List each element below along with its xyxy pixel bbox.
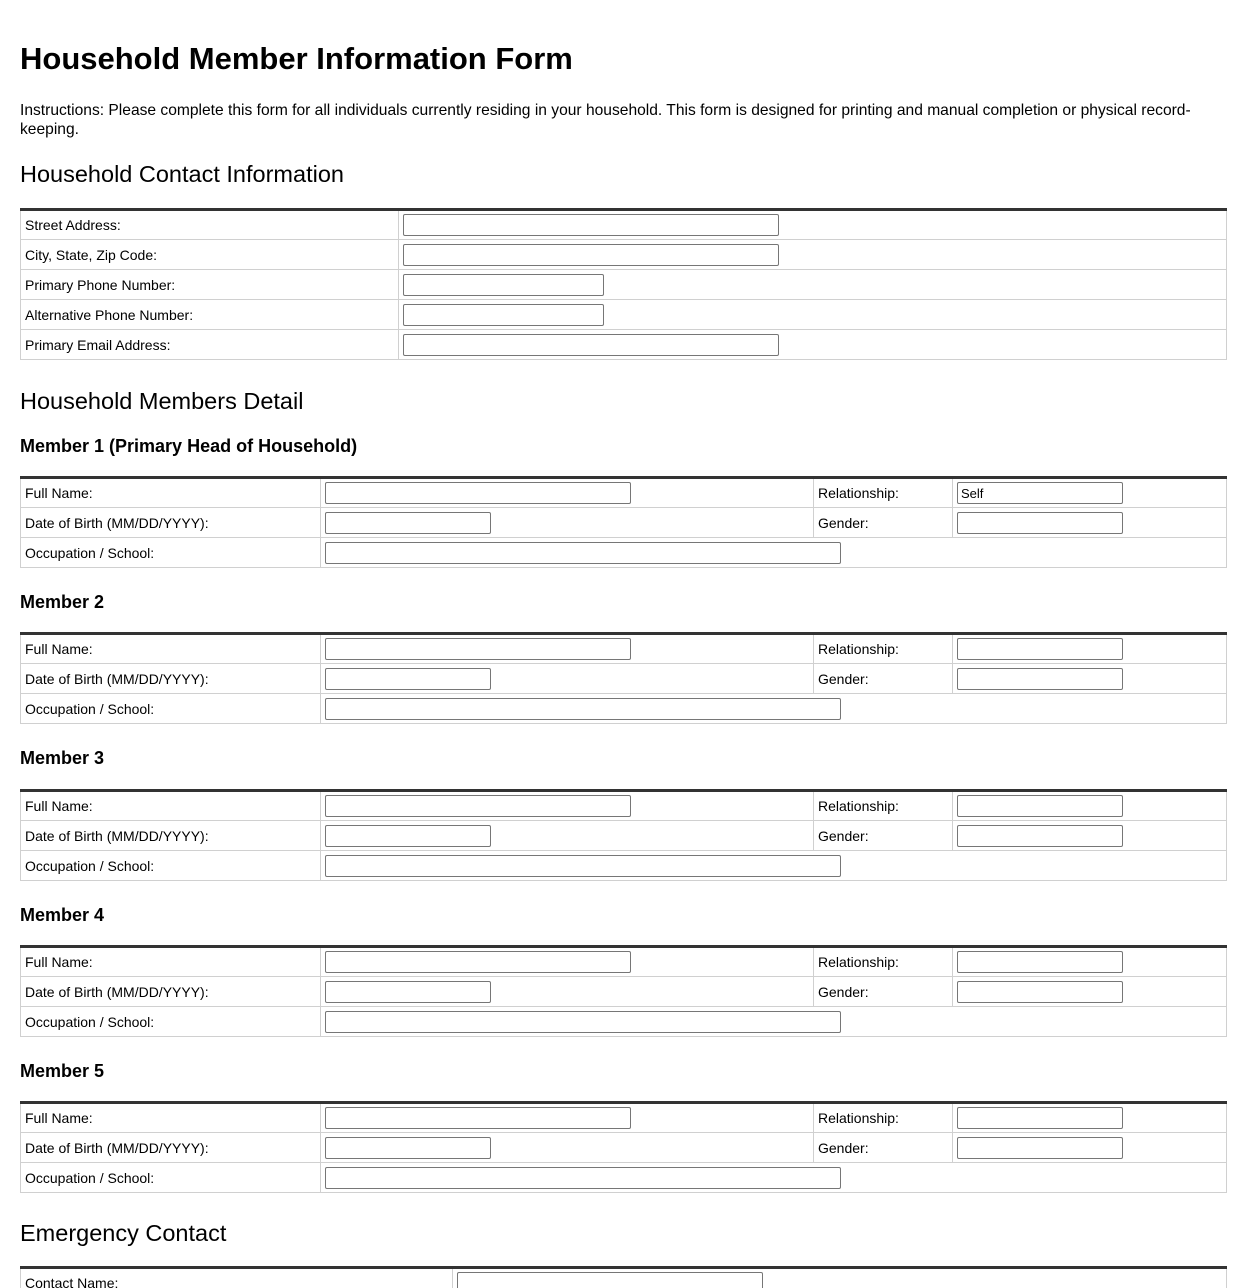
relationship-label: Relationship: [814,791,953,821]
table-row [21,210,1227,240]
relationship-label: Relationship: [814,634,953,664]
member-1-dob-input[interactable] [325,512,491,534]
alternative-phone-input[interactable] [403,304,604,326]
member-3-table [20,789,1227,881]
contact-name-input[interactable] [457,1272,763,1288]
occupation-label: Occupation / School: [21,538,321,568]
gender-label: Gender: [814,821,953,851]
emergency-contact-table [20,1266,1227,1288]
relationship-label: Relationship: [814,1103,953,1133]
table-row [21,478,1227,508]
table-row [21,634,1227,664]
table-row [21,821,1227,851]
street-address-label: Street Address: [21,210,399,240]
street-address-input[interactable] [403,214,779,236]
member-4-heading: Member 4 [20,905,105,925]
member-2-occupation-input[interactable] [325,698,841,720]
member-2-table [20,632,1227,724]
member-2-full-name-input[interactable] [325,638,631,660]
table-row [21,270,1227,300]
relationship-label: Relationship: [814,947,953,977]
member-1-full-name-input[interactable] [325,482,631,504]
gender-label: Gender: [814,508,953,538]
occupation-label: Occupation / School: [21,851,321,881]
member-5-full-name-input[interactable] [325,1107,631,1129]
table-row [21,330,1227,360]
member-1-occupation-input[interactable] [325,542,841,564]
page-title: Household Member Information Form [20,41,573,76]
emergency-section-heading: Emergency Contact [20,1220,227,1246]
member-3-dob-input[interactable] [325,825,491,847]
member-1-table [20,476,1227,568]
city-state-zip-label: City, State, Zip Code: [21,240,399,270]
member-4-table [20,945,1227,1037]
table-row [21,791,1227,821]
gender-label: Gender: [814,1133,953,1163]
member-4-full-name-input[interactable] [325,951,631,973]
dob-label: Date of Birth (MM/DD/YYYY): [21,664,321,694]
table-row [21,947,1227,977]
member-5-gender-input[interactable] [957,1137,1123,1159]
gender-label: Gender: [814,664,953,694]
member-5-heading: Member 5 [20,1061,105,1081]
table-row [21,664,1227,694]
primary-phone-input[interactable] [403,274,604,296]
member-2-heading: Member 2 [20,592,105,612]
dob-label: Date of Birth (MM/DD/YYYY): [21,508,321,538]
member-3-full-name-input[interactable] [325,795,631,817]
table-row [21,851,1227,881]
primary-email-input[interactable] [403,334,779,356]
occupation-label: Occupation / School: [21,1007,321,1037]
full-name-label: Full Name: [21,634,321,664]
table-row [21,977,1227,1007]
dob-label: Date of Birth (MM/DD/YYYY): [21,821,321,851]
instructions-text: Instructions: Please complete this form for all individuals currently residing in your household. This form is designed for printing and manual completion or physical record-keeping. [20,102,1191,138]
full-name-label: Full Name: [21,947,321,977]
member-5-table [20,1101,1227,1193]
member-4-occupation-input[interactable] [325,1011,841,1033]
gender-label: Gender: [814,977,953,1007]
table-row [21,300,1227,330]
member-1-gender-input[interactable] [957,512,1123,534]
member-3-gender-input[interactable] [957,825,1123,847]
member-5-dob-input[interactable] [325,1137,491,1159]
member-2-gender-input[interactable] [957,668,1123,690]
member-2-relationship-input[interactable] [957,638,1123,660]
full-name-label: Full Name: [21,478,321,508]
table-row [21,240,1227,270]
relationship-label: Relationship: [814,478,953,508]
member-3-occupation-input[interactable] [325,855,841,877]
member-1-heading: Member 1 (Primary Head of Household) [20,436,358,456]
full-name-label: Full Name: [21,1103,321,1133]
member-2-dob-input[interactable] [325,668,491,690]
member-3-relationship-input[interactable] [957,795,1123,817]
table-row [21,1163,1227,1193]
member-5-occupation-input[interactable] [325,1167,841,1189]
alternative-phone-label: Alternative Phone Number: [21,300,399,330]
table-row [21,1103,1227,1133]
table-row [21,1007,1227,1037]
member-4-dob-input[interactable] [325,981,491,1003]
table-row [21,694,1227,724]
table-row [21,538,1227,568]
dob-label: Date of Birth (MM/DD/YYYY): [21,977,321,1007]
occupation-label: Occupation / School: [21,1163,321,1193]
member-4-relationship-input[interactable] [957,951,1123,973]
member-5-relationship-input[interactable] [957,1107,1123,1129]
members-section-heading: Household Members Detail [20,388,304,414]
contact-name-label: Contact Name: [21,1268,453,1288]
contact-info-table [20,208,1227,360]
contact-section-heading: Household Contact Information [20,161,344,187]
primary-phone-label: Primary Phone Number: [21,270,399,300]
member-1-relationship-input[interactable] [957,482,1123,504]
table-row [21,508,1227,538]
table-row [21,1268,1227,1288]
primary-email-label: Primary Email Address: [21,330,399,360]
city-state-zip-input[interactable] [403,244,779,266]
table-row [21,1133,1227,1163]
member-4-gender-input[interactable] [957,981,1123,1003]
occupation-label: Occupation / School: [21,694,321,724]
member-3-heading: Member 3 [20,748,105,768]
dob-label: Date of Birth (MM/DD/YYYY): [21,1133,321,1163]
full-name-label: Full Name: [21,791,321,821]
